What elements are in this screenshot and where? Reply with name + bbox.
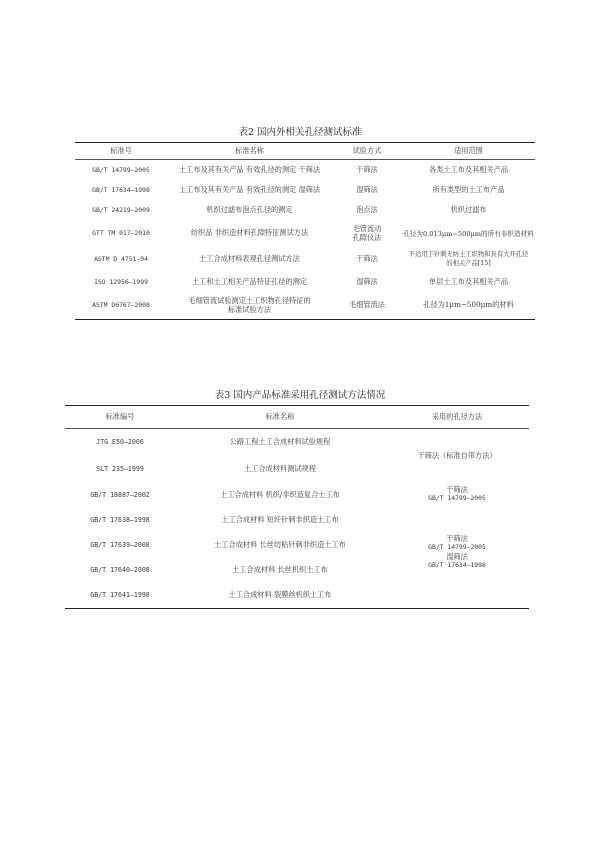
standard-code: GB/T 17634—1998 <box>92 185 150 194</box>
table-row <box>65 483 529 508</box>
table2-header-scope: 适用范围 <box>402 143 535 160</box>
standard-name-line2: 标准试验方法 <box>227 305 272 315</box>
standard-name: 机织过滤布泡点孔径的测定 <box>206 204 293 214</box>
table-row <box>65 532 529 558</box>
pore-method-group3 <box>385 532 529 609</box>
standard-name: 土工布及其有关产品 有效孔径的测定 湿筛法 <box>178 184 321 194</box>
standard-name: 土工合成材料 裂膜丝机织土工布 <box>228 589 332 599</box>
test-method: 毛细管流法 <box>349 300 385 310</box>
application-scope: 各类土工布及其相关产品 <box>428 164 509 174</box>
standard-code: ASTM D6767—2008 <box>92 301 150 310</box>
pore-method-group1: 干筛法（标准自带方法） <box>417 450 497 460</box>
table-row <box>75 246 535 272</box>
table-row <box>65 429 529 456</box>
table2-header-method: 试验方式 <box>332 143 402 160</box>
test-method: 干筛法 <box>356 253 378 263</box>
standard-code: GB/T 17638—1998 <box>90 515 150 524</box>
standard-code: JTG E50—2006 <box>96 438 144 447</box>
standard-code: GB/T 14799—2005 <box>92 165 150 174</box>
application-scope-line2: 的相关产品[15] <box>446 259 491 267</box>
standard-code: GB/T 18887—2002 <box>90 491 150 499</box>
pore-method-line: 干筛法 <box>446 533 468 543</box>
test-method-line1: 毛管流动 <box>352 223 382 233</box>
pore-method-group2 <box>385 483 529 532</box>
table-row <box>75 220 535 246</box>
table-row <box>75 160 535 180</box>
standard-name: 土工和土工相关产品特征孔径的测定 <box>191 276 307 286</box>
table2-header-row <box>75 143 535 160</box>
standard-name: 土工布及其有关产品 有效孔径的测定 干筛法 <box>178 164 321 174</box>
standard-name: 土工合成材料测试规程 <box>244 464 316 473</box>
test-method-line2: 孔隙仪法 <box>352 232 382 242</box>
table3-caption: 表3 国内产品标准采用孔径测试方法情况 <box>214 390 386 401</box>
pore-method-line: 湿筛法 <box>446 551 468 561</box>
table3-header-method: 采用的孔径方法 <box>385 406 529 429</box>
table3-header-row <box>65 406 529 429</box>
application-scope: 单层土工布及其相关产品 <box>428 276 509 286</box>
test-method <box>332 220 402 246</box>
pore-method-line: GB/T 17634—1998 <box>428 560 486 569</box>
standard-name: 土工合成材料 机织/非织造复合土工布 <box>220 490 340 499</box>
standard-name: 土工合成材料 长丝机织土工布 <box>232 564 328 574</box>
table-row <box>75 180 535 200</box>
standard-code: SLT 235—1999 <box>96 465 144 473</box>
standard-code: GB/T 17639—2008 <box>90 540 150 549</box>
standard-name: 纺织品 非织造材料孔隙特征测试方法 <box>190 227 309 237</box>
test-method: 湿筛法 <box>356 276 378 286</box>
standard-code: GB/T 17641—1998 <box>90 590 150 599</box>
standard-code: GB/T 17640—2008 <box>90 565 150 574</box>
standard-name: 土工合成材料 短纤针刺非织造土工布 <box>221 514 339 524</box>
table3-header-code: 标准编号 <box>65 406 175 429</box>
pore-method-line: GB/T 14799—2005 <box>428 493 486 502</box>
pore-method-line: GB/T 14799—2005 <box>428 542 486 551</box>
standard-code: GB/T 24219—2009 <box>92 205 150 214</box>
test-method: 干筛法 <box>356 164 378 174</box>
table3 <box>65 405 529 609</box>
standard-name: 土工合成材料 长丝纺粘针刺非织造土工布 <box>214 539 346 549</box>
table2-header-name: 标准名称 <box>167 143 332 160</box>
application-scope <box>402 246 535 272</box>
application-scope: 机织过滤布 <box>450 204 487 214</box>
application-scope: 所有类型的土工布产品 <box>432 184 505 194</box>
standard-name: 公路工程土工合成材料试验规程 <box>229 437 331 447</box>
application-scope: 孔径为1μm~500μm的材料 <box>423 300 514 310</box>
standard-code: ISO 12956—1999 <box>94 277 148 286</box>
application-scope-line1: 不适用于针刺无纺土工织物和具有大开孔径 <box>408 250 529 258</box>
standard-code: GTT TM 017—2010 <box>92 228 150 237</box>
table-row <box>75 272 535 292</box>
test-method: 泡点法 <box>356 204 378 214</box>
standard-name-line1: 毛细管流试验测定土工织物孔径特征的 <box>188 296 311 306</box>
pore-method-line: 干筛法 <box>446 484 468 494</box>
standard-name: 土工合成材料表观孔径测试方法 <box>199 253 300 263</box>
table-row <box>75 292 535 320</box>
table3-header-name: 标准名称 <box>175 406 385 429</box>
table2 <box>75 142 535 320</box>
application-scope: 孔径为0.013μm~500μm的所有非织造材料 <box>403 229 534 238</box>
table2-caption: 表2 国内外相关孔径测试标准 <box>238 127 362 138</box>
standard-code: ASTM D 4751-04 <box>94 254 148 263</box>
table2-header-code: 标准号 <box>75 143 167 160</box>
standard-name <box>167 292 332 320</box>
test-method: 湿筛法 <box>356 184 378 194</box>
table-row <box>75 200 535 220</box>
